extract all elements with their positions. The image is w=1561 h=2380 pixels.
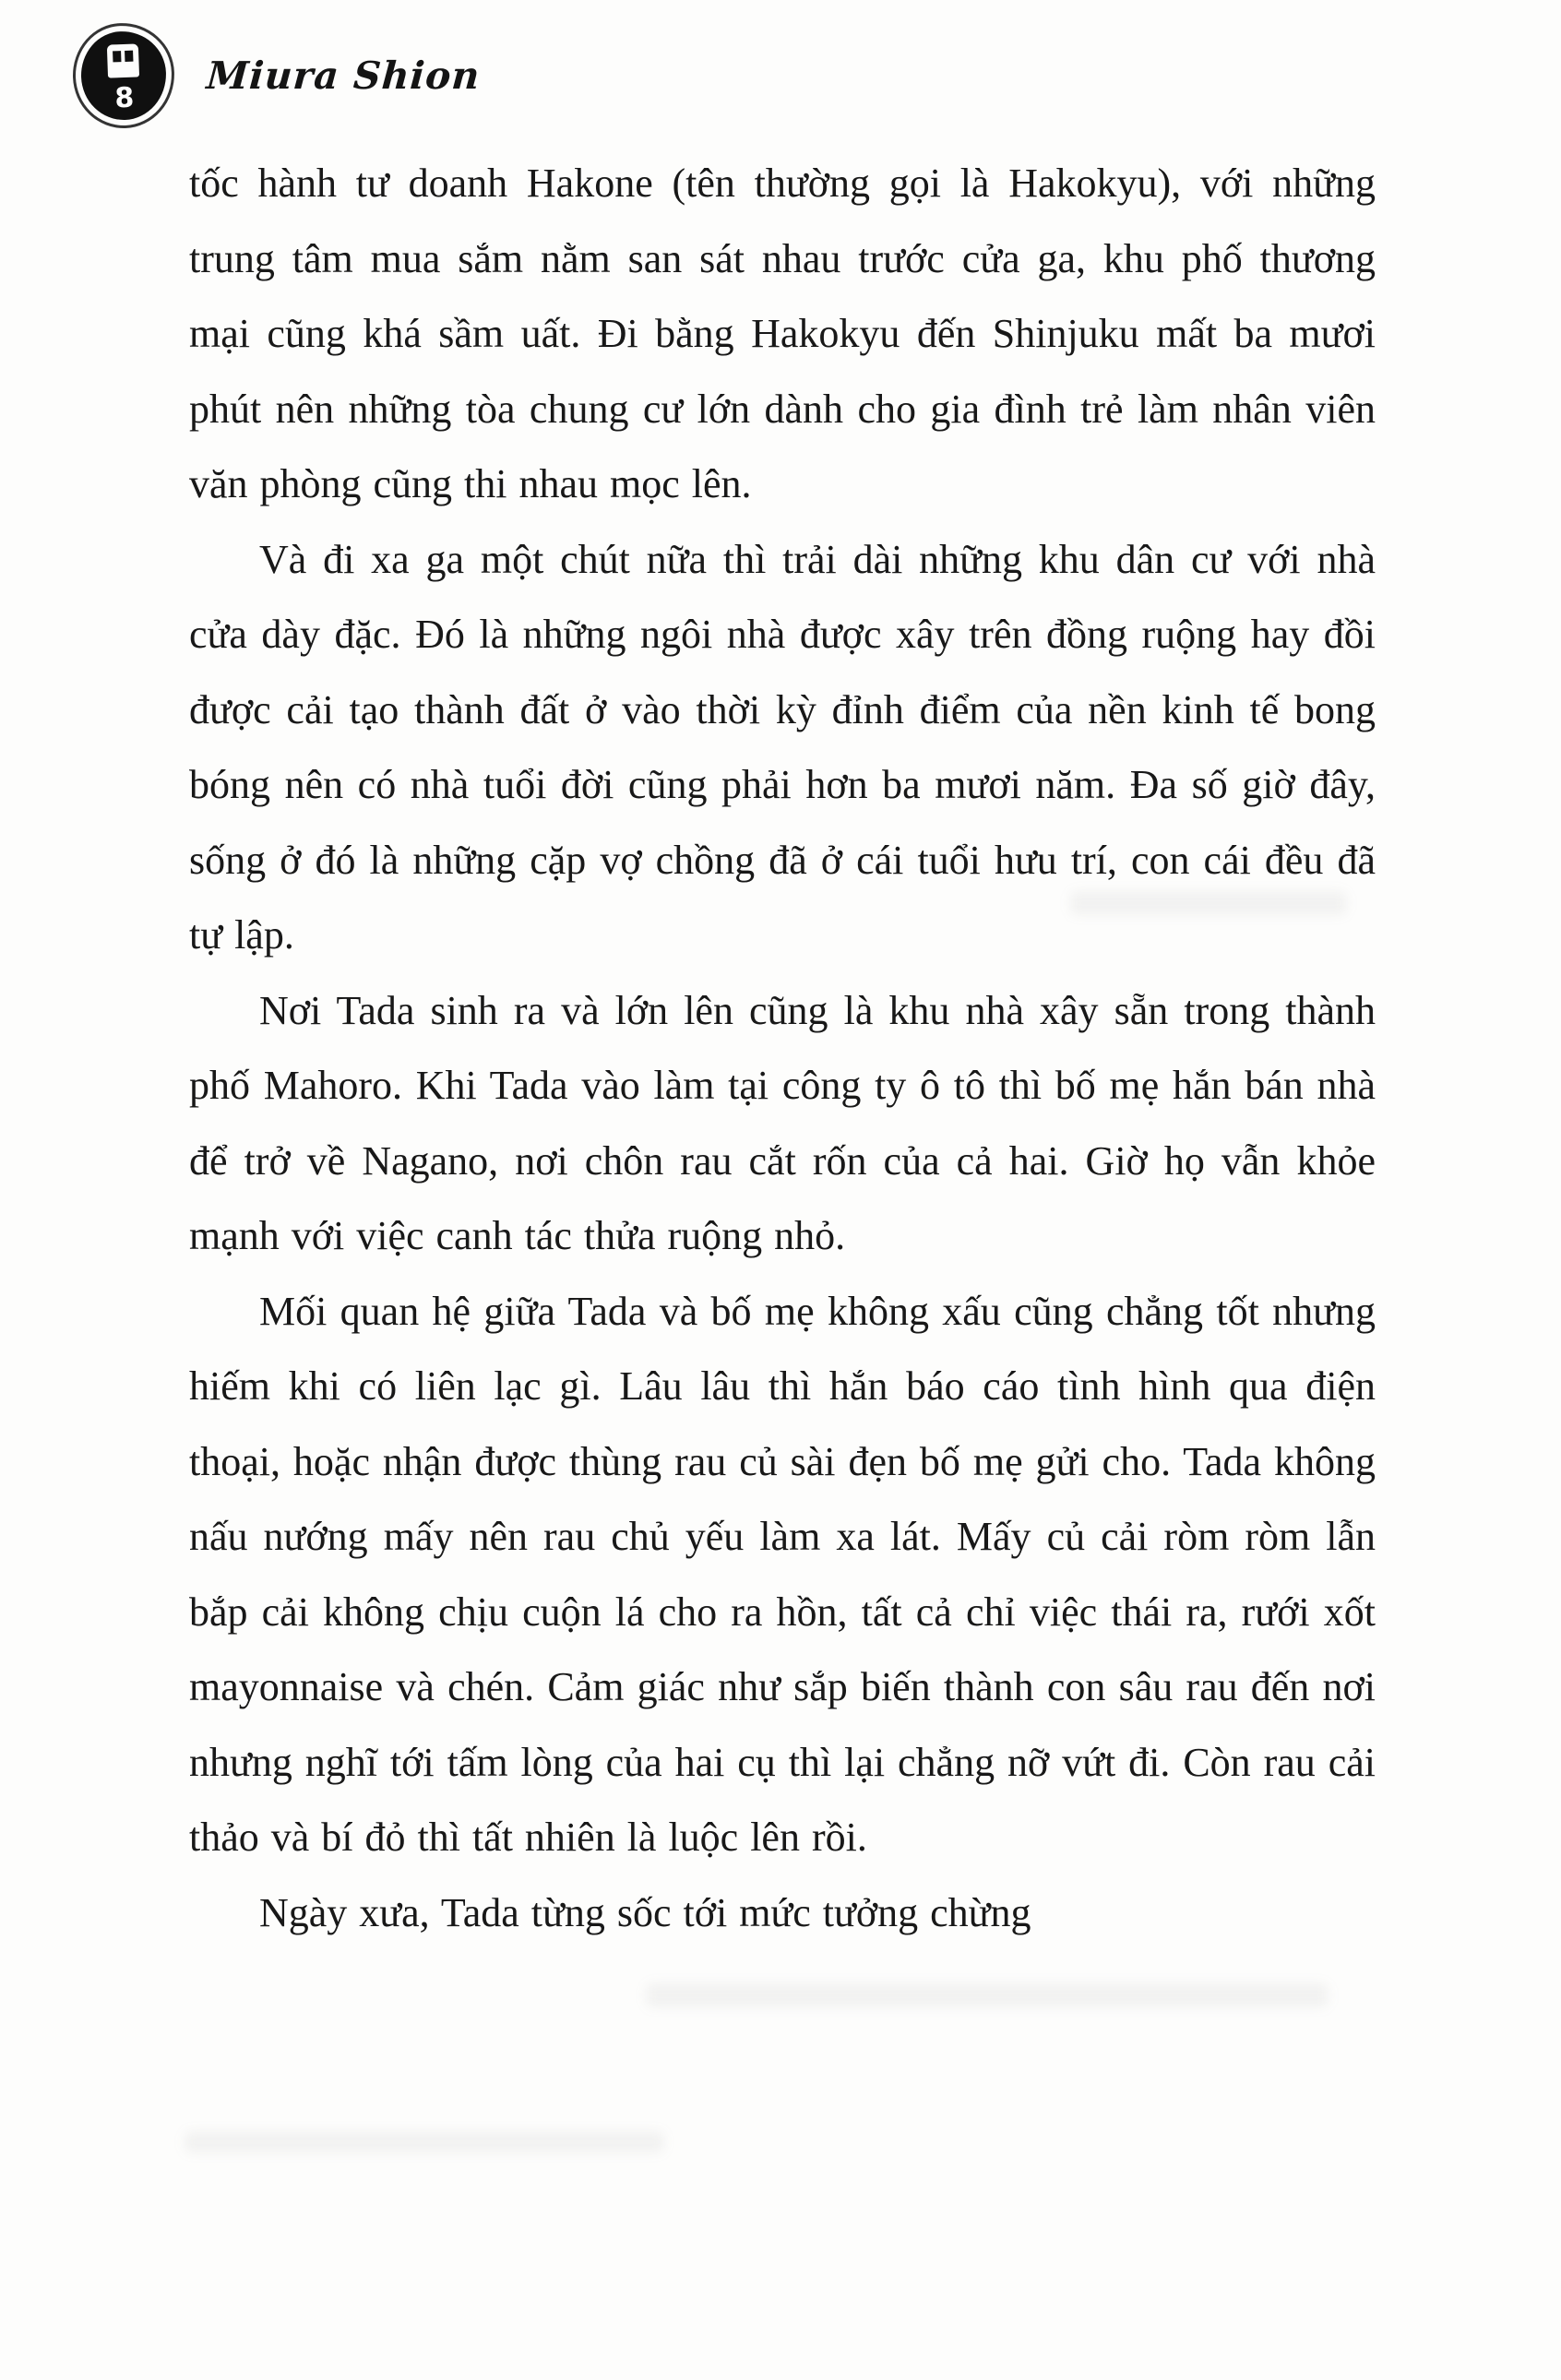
paragraph: Và đi xa ga một chút nữa thì trải dài những khu dân cư với nhà cửa dày đặc. Đó là những ngôi nhà được xây trên đồng ruộng hay đồi được cải tạo thành đất ở vào thời kỳ đỉnh điểm của nền kinh tế bong bóng nên có nhà tuổi đời cũng phải hơn ba mươi năm. Đa số giờ đây, sống ở đó là những cặp vợ chồng đã ở cái tuổi hưu trí, con cái đều đã tự lập. xyxy=(189,536,1376,958)
scan-smudge xyxy=(646,1983,1329,2007)
publisher-stamp-icon xyxy=(79,30,167,121)
scan-smudge xyxy=(185,2131,664,2153)
paragraph: Mối quan hệ giữa Tada và bố mẹ không xấu cũng chẳng tốt nhưng hiếm khi có liên lạc gì. Lâu lâu thì hắn báo cáo tình hình qua điện thoại, hoặc nhận được thùng rau củ sài đẹn bố mẹ gửi cho. Tada không nấu nướng mấy nên rau chủ yếu làm xa lát. Mấy củ cải ròm ròm lẫn bắp cải không chịu cuộn lá cho ra hồn, tất cả chỉ việc thái ra, rưới xốt mayonnaise và chén. Cảm giác như sắp biến thành con sâu rau đến nơi nhưng nghĩ tới tấm lòng của hai cụ thì lại chẳng nỡ vứt đi. Còn rau cải thảo và bí đỏ thì tất nhiên là luộc lên rồi. xyxy=(189,1288,1376,1860)
paragraph: Nơi Tada sinh ra và lớn lên cũng là khu nhà xây sẵn trong thành phố Mahoro. Khi Tada vào làm tại công ty ô tô thì bố mẹ hắn bán nhà để trở về Nagano, nơi chôn rau cắt rốn của cả hai. Giờ họ vẫn khỏe mạnh với việc canh tác thửa ruộng nhỏ. xyxy=(189,987,1376,1258)
page-number: 8 xyxy=(113,81,135,115)
author-name: Miura Shion xyxy=(205,54,483,98)
page-header xyxy=(81,31,483,120)
stamp-figure-icon xyxy=(107,43,139,77)
page-body xyxy=(189,146,1376,1950)
paragraph: Ngày xưa, Tada từng sốc tới mức tưởng chừng xyxy=(259,1889,1031,1935)
paragraph: tốc hành tư doanh Hakone (tên thường gọi là Hakokyu), với những trung tâm mua sắm nằm san sát nhau trước cửa ga, khu phố thương mại cũng khá sầm uất. Đi bằng Hakokyu đến Shinjuku mất ba mươi phút nên những tòa chung cư lớn dành cho gia đình trẻ làm nhân viên văn phòng cũng thi nhau mọc lên. xyxy=(189,161,1376,506)
